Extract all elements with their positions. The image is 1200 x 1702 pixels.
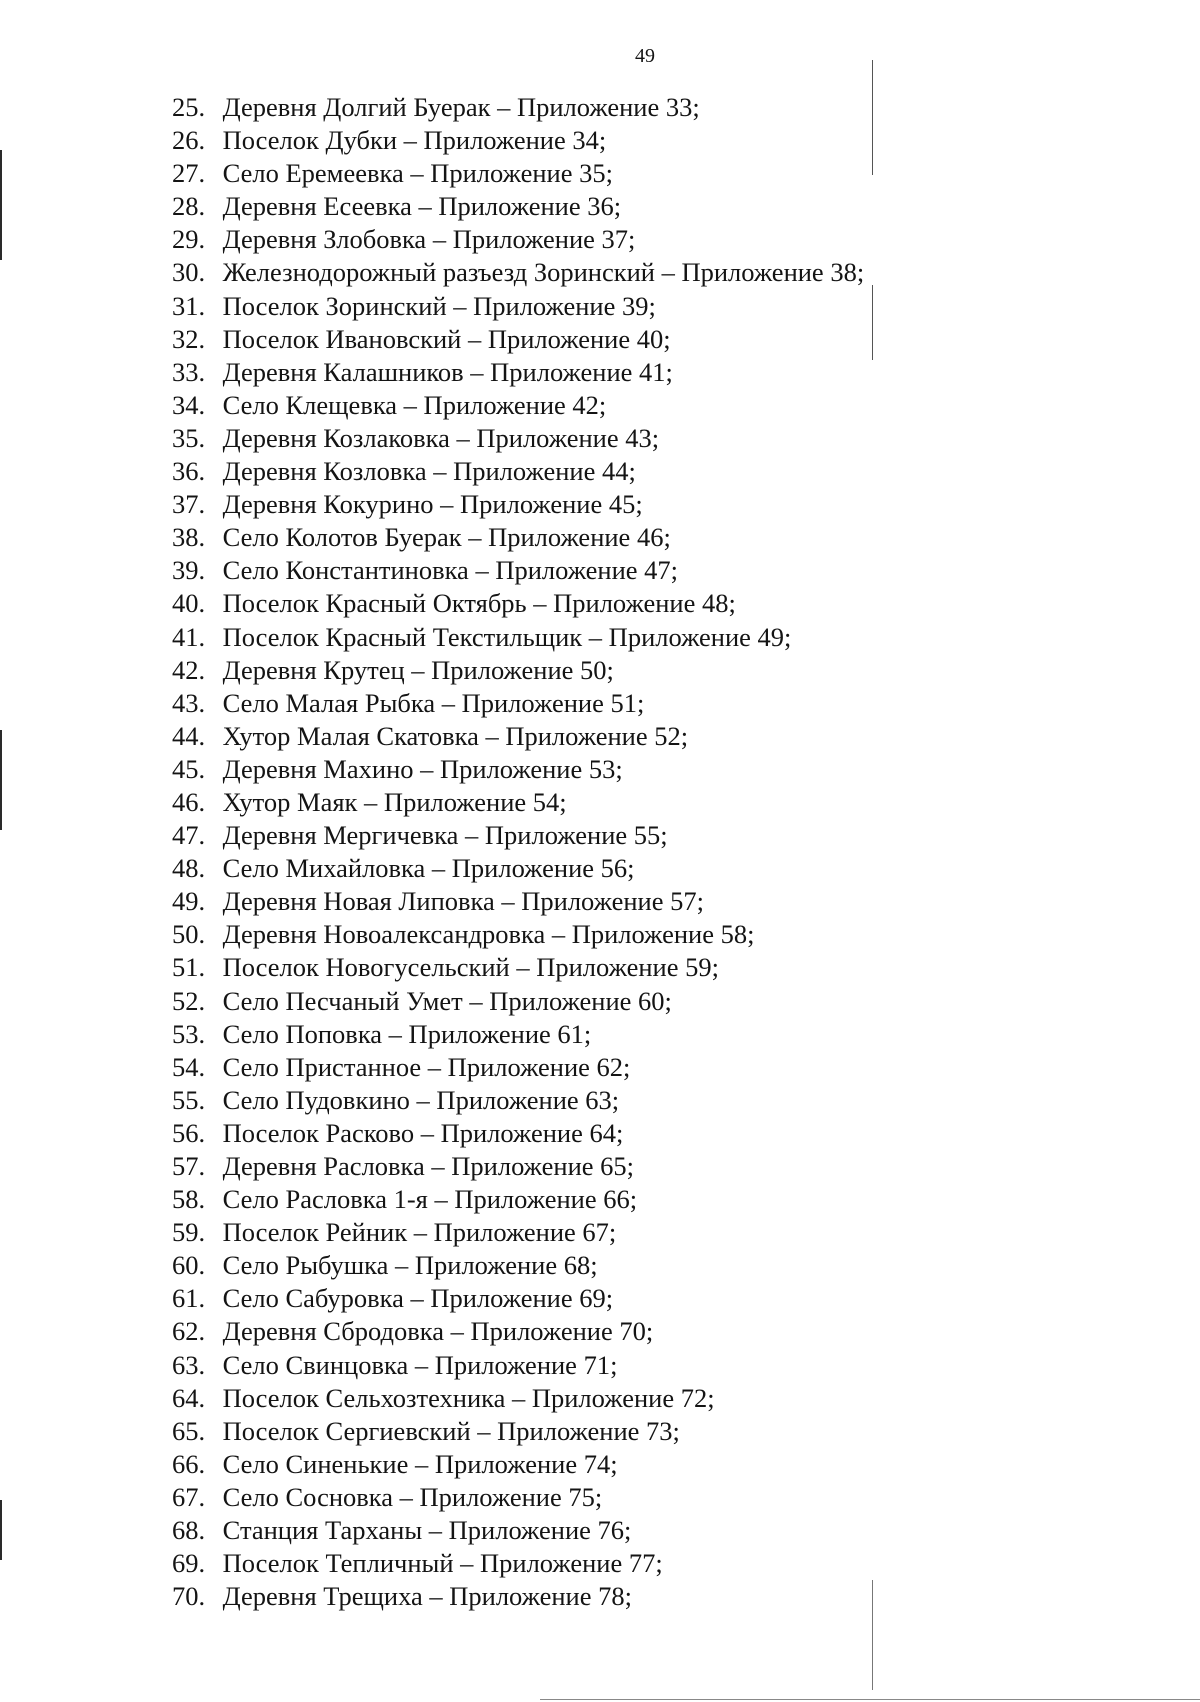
list-item-text: Деревня Козлаковка – Приложение 43; [222, 422, 660, 453]
list-item-text: Село Сабуровка – Приложение 69; [222, 1283, 614, 1314]
list-item-number: 69. [172, 1548, 206, 1579]
list-item-text: Деревня Козловка – Приложение 44; [222, 456, 636, 487]
list-item-text: Деревня Махино – Приложение 53; [222, 753, 623, 784]
list-item-text: Поселок Сергиевский – Приложение 73; [222, 1415, 680, 1446]
list-item-number: 60. [172, 1250, 206, 1281]
list-item-number: 61. [172, 1283, 206, 1314]
list-item [172, 554, 864, 587]
list-item-text: Поселок Расково – Приложение 64; [222, 1117, 624, 1148]
list-item-number: 42. [172, 654, 206, 685]
list-item [172, 1382, 864, 1415]
list-item-number: 34. [172, 389, 206, 420]
list-item [172, 488, 864, 521]
list-item [172, 323, 864, 356]
scan-bottom-line [540, 1699, 1200, 1700]
scan-margin-line [872, 1580, 873, 1690]
list-item-number: 48. [172, 853, 206, 884]
list-item-number: 59. [172, 1217, 206, 1248]
list-item-text: Село Малая Рыбка – Приложение 51; [222, 687, 645, 718]
list-item-text: Поселок Красный Текстильщик – Приложение 49; [222, 621, 792, 652]
list-item-text: Село Михайловка – Приложение 56; [222, 853, 635, 884]
list-item [172, 1216, 864, 1249]
list-item-number: 62. [172, 1316, 206, 1347]
list-item [172, 1117, 864, 1150]
list-item-text: Поселок Красный Октябрь – Приложение 48; [222, 588, 736, 619]
list-item-text: Поселок Дубки – Приложение 34; [222, 125, 607, 156]
list-item [172, 852, 864, 885]
list-item-text: Деревня Сбродовка – Приложение 70; [222, 1316, 654, 1347]
list-item-number: 37. [172, 489, 206, 520]
list-item [172, 422, 864, 455]
scan-margin-line [872, 285, 873, 360]
list-item-number: 51. [172, 952, 206, 983]
list-item [172, 223, 864, 256]
list-item [172, 720, 864, 753]
list-item [172, 190, 864, 223]
list-item-number: 38. [172, 522, 206, 553]
list-item-text: Село Еремеевка – Приложение 35; [222, 158, 613, 189]
list-item [172, 1448, 864, 1481]
list-item-text: Поселок Новогусельский – Приложение 59; [222, 952, 719, 983]
list-item [172, 1084, 864, 1117]
list-item-text: Деревня Мергичевка – Приложение 55; [222, 820, 668, 851]
list-item [172, 521, 864, 554]
list-item [172, 1249, 864, 1282]
list-item-text: Село Константиновка – Приложение 47; [222, 555, 679, 586]
list-item [172, 124, 864, 157]
list-item-number: 33. [172, 356, 206, 387]
list-item [172, 256, 864, 289]
list-item-text: Деревня Калашников – Приложение 41; [222, 356, 673, 387]
list-item-text: Поселок Рейник – Приложение 67; [222, 1217, 617, 1248]
list-item-text: Село Сосновка – Приложение 75; [222, 1481, 603, 1512]
list-item-number: 28. [172, 191, 206, 222]
list-item-text: Село Клещевка – Приложение 42; [222, 389, 607, 420]
list-item-text: Село Колотов Буерак – Приложение 46; [222, 522, 671, 553]
list-item [172, 687, 864, 720]
list-item [172, 1415, 864, 1448]
list-item [172, 587, 864, 620]
list-item-number: 49. [172, 886, 206, 917]
list-item-text: Деревня Долгий Буерак – Приложение 33; [222, 92, 700, 122]
list-item-text: Село Свинцовка – Приложение 71; [222, 1349, 618, 1380]
list-item [172, 1547, 864, 1580]
list-item-number: 58. [172, 1184, 206, 1215]
list-item-text: Железнодорожный разъезд Зоринский – Приложение 38; [222, 257, 865, 288]
list-item [172, 1315, 864, 1348]
list-item-number: 66. [172, 1448, 206, 1479]
list-item [172, 1580, 864, 1613]
list-item-number: 65. [172, 1415, 206, 1446]
list-item-text: Деревня Кокурино – Приложение 45; [222, 489, 643, 520]
list-item-text: Село Пристанное – Приложение 62; [222, 1051, 631, 1082]
list-item-number: 53. [172, 1018, 206, 1049]
list-item-number: 32. [172, 323, 206, 354]
list-item-number: 43. [172, 687, 206, 718]
list-item-number: 57. [172, 1151, 206, 1181]
list-item-text: Хутор Маяк – Приложение 54; [222, 786, 567, 817]
list-item-number: 68. [172, 1515, 206, 1546]
list-item-text: Село Синенькие – Приложение 74; [222, 1448, 618, 1479]
list-item-number: 44. [172, 720, 206, 751]
list-item-number: 45. [172, 753, 206, 784]
list-item-text: Деревня Злобовка – Приложение 37; [222, 224, 636, 255]
list-item [172, 786, 864, 819]
list-item [172, 1282, 864, 1315]
list-item-number: 39. [172, 555, 206, 586]
list-item-text: Деревня Крутец – Приложение 50; [222, 654, 614, 685]
list-item-number: 27. [172, 158, 206, 189]
list-item-text: Село Поповка – Приложение 61; [222, 1018, 592, 1049]
scan-edge-line [0, 150, 2, 260]
list-item-number: 29. [172, 224, 206, 255]
list-item [172, 753, 864, 786]
list-item-number: 52. [172, 985, 206, 1016]
list-item [172, 621, 864, 654]
list-item-text: Село Песчаный Умет – Приложение 60; [222, 985, 672, 1016]
list-item-text: Поселок Ивановский – Приложение 40; [222, 323, 671, 354]
list-item-number: 64. [172, 1382, 206, 1413]
list-item-number: 56. [172, 1117, 206, 1148]
list-item [172, 985, 864, 1018]
list-item [172, 455, 864, 488]
list-item-text: Деревня Новая Липовка – Приложение 57; [222, 886, 704, 917]
list-item [172, 389, 864, 422]
list-item-number: 67. [172, 1481, 206, 1512]
list-item-text: Поселок Сельхозтехника – Приложение 72; [222, 1382, 715, 1413]
list-item-number: 41. [172, 621, 206, 652]
list-item-text: Деревня Расловка – Приложение 65; [222, 1151, 635, 1181]
list-item-text: Село Пудовкино – Приложение 63; [222, 1084, 620, 1115]
list-item-number: 26. [172, 125, 206, 156]
list-item [172, 290, 864, 323]
list-item-number: 35. [172, 422, 206, 453]
list-item-number: 36. [172, 456, 206, 487]
list-item [172, 819, 864, 852]
list-item-text: Станция Тарханы – Приложение 76; [222, 1515, 632, 1546]
list-item [172, 157, 864, 190]
list-item-number: 54. [172, 1051, 206, 1082]
scan-edge-line [0, 1500, 2, 1560]
list-item [172, 1349, 864, 1382]
list-item [172, 885, 864, 918]
list-item [172, 356, 864, 389]
list-item-number: 30. [172, 257, 206, 288]
list-item [172, 1018, 864, 1051]
list-item-number: 47. [172, 820, 206, 851]
scan-margin-line [872, 60, 873, 175]
list-item-number: 25. [172, 92, 206, 122]
list-item [172, 1150, 864, 1183]
list-item [172, 654, 864, 687]
list-item [172, 1514, 864, 1547]
scan-edge-line [0, 730, 2, 830]
list-item-number: 31. [172, 290, 206, 321]
list-item-text: Село Рыбушка – Приложение 68; [222, 1250, 598, 1281]
list-item-text: Хутор Малая Скатовка – Приложение 52; [222, 720, 689, 751]
list-item-text: Деревня Трещиха – Приложение 78; [222, 1581, 632, 1612]
list-item [172, 91, 864, 124]
page-number: 49 [635, 45, 655, 67]
list-item-number: 55. [172, 1084, 206, 1115]
list-item-text: Поселок Зоринский – Приложение 39; [222, 290, 656, 321]
list-item-number: 46. [172, 786, 206, 817]
list-item [172, 1051, 864, 1084]
settlement-list [172, 91, 864, 1613]
list-item-text: Деревня Есеевка – Приложение 36; [222, 191, 622, 222]
list-item [172, 951, 864, 984]
list-item-number: 40. [172, 588, 206, 619]
list-item-text: Деревня Новоалександровка – Приложение 58; [222, 919, 755, 950]
list-item-number: 70. [172, 1581, 206, 1612]
list-item-number: 50. [172, 919, 206, 950]
list-item [172, 918, 864, 951]
list-item-text: Село Расловка 1-я – Приложение 66; [222, 1184, 638, 1215]
list-item [172, 1183, 864, 1216]
list-item-number: 63. [172, 1349, 206, 1380]
list-item [172, 1481, 864, 1514]
list-item-text: Поселок Тепличный – Приложение 77; [222, 1548, 663, 1579]
